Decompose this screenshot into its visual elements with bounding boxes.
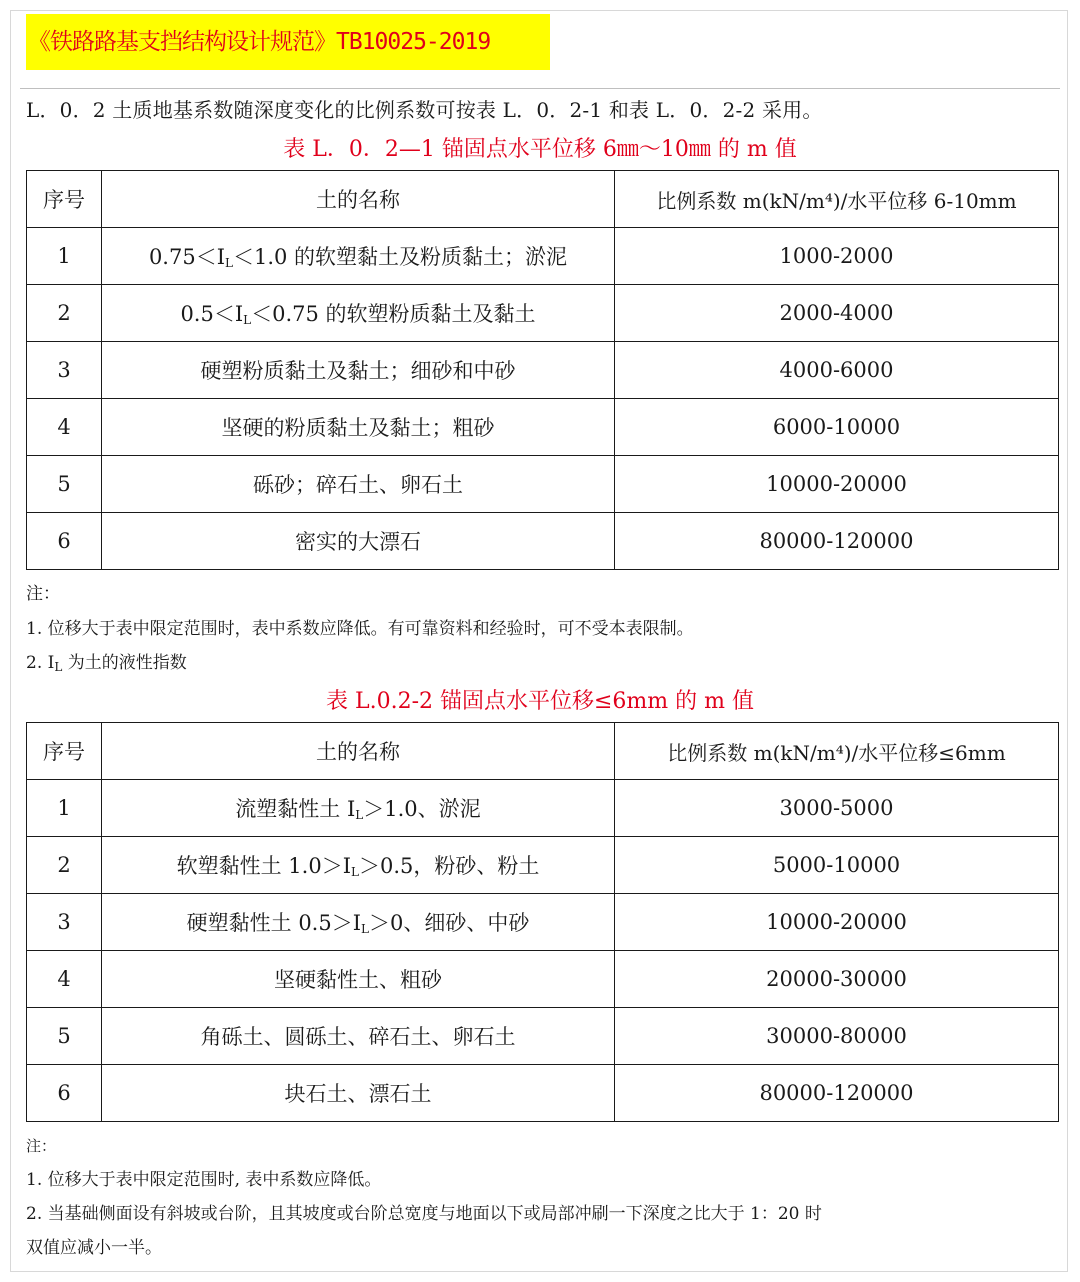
table2-note-2-line2: 双值应减小一半。 [26, 1238, 162, 1258]
table1-header-coef: 比例系数 m(kN/m⁴)/水平位移 6-10mm [615, 171, 1059, 228]
row-no: 6 [27, 1065, 102, 1122]
table1-header-no: 序号 [27, 171, 102, 228]
table-row [27, 399, 1059, 456]
table1-caption: 表 L．0．2—1 锚固点水平位移 6㎜～10㎜ 的 m 值 [283, 137, 797, 162]
row-soil-name: 砾砂；碎石土、卵石土 [102, 456, 615, 513]
row-value: 6000-10000 [615, 399, 1059, 456]
table1 [26, 170, 1059, 570]
row-value: 10000-20000 [615, 894, 1059, 951]
table1-header-name: 土的名称 [102, 171, 615, 228]
table-row [27, 285, 1059, 342]
row-no: 3 [27, 342, 102, 399]
row-soil-name: 密实的大漂石 [102, 513, 615, 570]
table2-header-coef: 比例系数 m(kN/m⁴)/水平位移≤6mm [615, 723, 1059, 780]
row-soil-name: 块石土、漂石土 [102, 1065, 615, 1122]
row-soil-name: $0.75<I_L<1.0$ 的软塑黏土及粉质黏土；淤泥 [102, 228, 615, 285]
row-no: 5 [27, 1008, 102, 1065]
table-row [27, 456, 1059, 513]
table-row [27, 951, 1059, 1008]
row-soil-name: 硬塑黏性土 $0.5>I_L>0$、细砂、中砂 [102, 894, 615, 951]
row-soil-name: 坚硬的粉质黏土及黏土；粗砂 [102, 399, 615, 456]
table2-header-name: 土的名称 [102, 723, 615, 780]
row-soil-name: 坚硬黏性土、粗砂 [102, 951, 615, 1008]
row-soil-name: $0.5<I_L<0.75$ 的软塑粉质黏土及黏土 [102, 285, 615, 342]
row-value: 20000-30000 [615, 951, 1059, 1008]
table1-note-2: 2. $I_L$ 为土的液性指数 [26, 653, 187, 674]
table-row [27, 780, 1059, 837]
row-no: 1 [27, 780, 102, 837]
table2-note-label: 注： [26, 1137, 57, 1155]
row-no: 3 [27, 894, 102, 951]
row-value: 4000-6000 [615, 342, 1059, 399]
table1-header-row [27, 171, 1059, 228]
row-value: 1000-2000 [615, 228, 1059, 285]
table2 [26, 722, 1059, 1122]
row-soil-name: 硬塑粉质黏土及黏土；细砂和中砂 [102, 342, 615, 399]
row-value: 80000-120000 [615, 1065, 1059, 1122]
row-no: 1 [27, 228, 102, 285]
row-value: 2000-4000 [615, 285, 1059, 342]
table-row [27, 228, 1059, 285]
row-no: 6 [27, 513, 102, 570]
row-value: 5000-10000 [615, 837, 1059, 894]
row-no: 4 [27, 399, 102, 456]
row-no: 2 [27, 837, 102, 894]
table2-header-no: 序号 [27, 723, 102, 780]
table-row [27, 894, 1059, 951]
intro-paragraph: L．0．2 土质地基系数随深度变化的比例系数可按表 L．0．2-1 和表 L．0．2-2 采用。 [26, 98, 823, 122]
table-row [27, 837, 1059, 894]
row-no: 2 [27, 285, 102, 342]
row-value: 10000-20000 [615, 456, 1059, 513]
table-row [27, 1065, 1059, 1122]
row-no: 4 [27, 951, 102, 1008]
table-row [27, 342, 1059, 399]
table1-note-1: 1. 位移大于表中限定范围时，表中系数应降低。有可靠资料和经验时，可不受本表限制。 [26, 619, 694, 639]
table2-header-row [27, 723, 1059, 780]
row-soil-name: 角砾土、圆砾土、碎石土、卵石土 [102, 1008, 615, 1065]
title-divider [20, 88, 1060, 89]
table2-caption: 表 L.0.2-2 锚固点水平位移≤6mm 的 m 值 [325, 689, 754, 714]
table1-note-label: 注： [26, 584, 60, 604]
table2-note-1: 1. 位移大于表中限定范围时, 表中系数应降低。 [26, 1170, 382, 1190]
table-row [27, 1008, 1059, 1065]
row-soil-name: 软塑黏性土 $1.0>I_L>0.5$，粉砂、粉土 [102, 837, 615, 894]
row-value: 30000-80000 [615, 1008, 1059, 1065]
row-value: 3000-5000 [615, 780, 1059, 837]
row-no: 5 [27, 456, 102, 513]
table-row [27, 513, 1059, 570]
row-soil-name: 流塑黏性土 $I_L>1.0$、淤泥 [102, 780, 615, 837]
document-title: 《铁路路基支挡结构设计规范》TB10025-2019 [26, 14, 550, 70]
table2-note-2-line1: 2. 当基础侧面设有斜坡或台阶，且其坡度或台阶总宽度与地面以下或局部冲刷一下深度之比大于 1：20 时 [26, 1204, 822, 1224]
row-value: 80000-120000 [615, 513, 1059, 570]
